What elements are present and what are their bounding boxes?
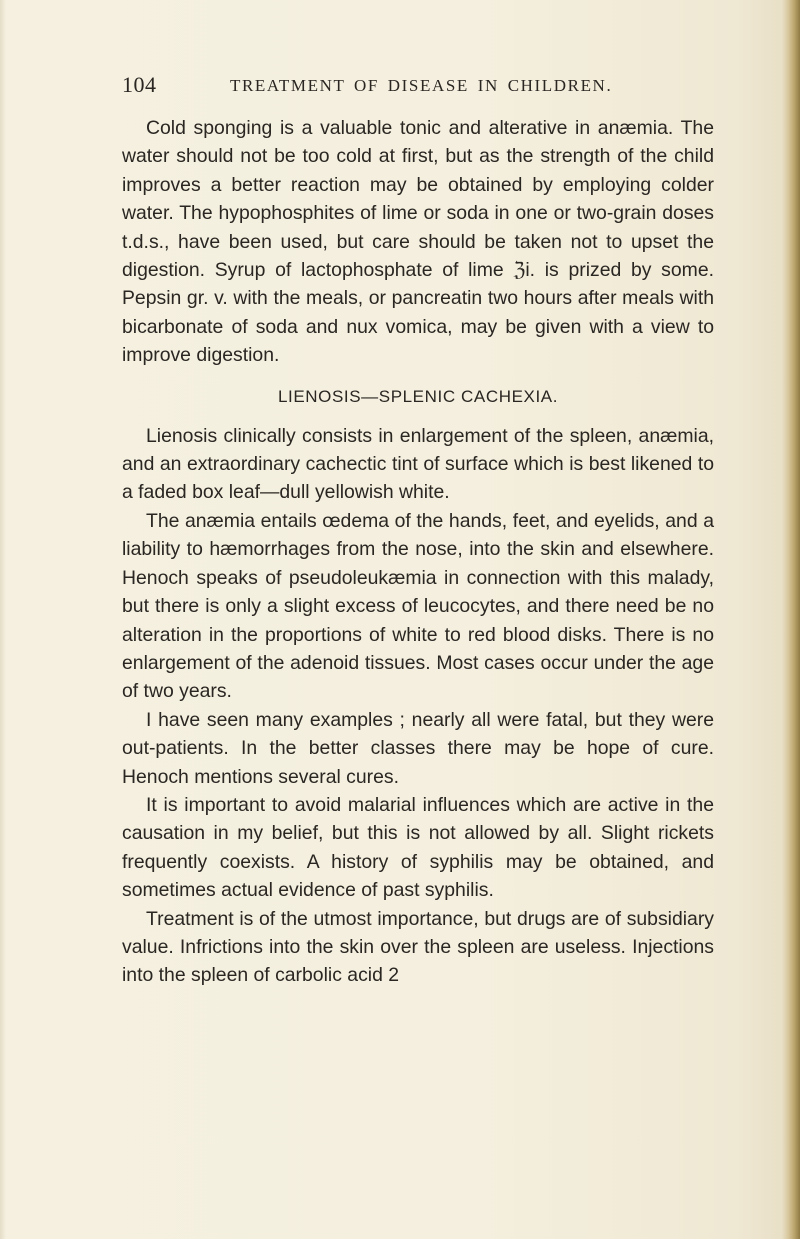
page-left-edge — [0, 0, 6, 1239]
page-number: 104 — [122, 72, 157, 97]
page-binding-edge — [782, 0, 800, 1239]
paragraph-anaemia-treatment: Cold sponging is a valuable tonic and alterative in anæmia. The water should not be too cold at first, but as the strength of the child improves a better reaction may be obtained by employing colder water. The hypophosphites of lime or soda in one or two-grain doses t.d.s., have been used, but care should be taken not to upset the digestion. Syrup of lactophosphate of lime ℨi. is prized by some. Pepsin gr. v. with the meals, or pancreatin two hours after meals with bicarbonate of soda and nux vomica, may be given with a view to improve digestion. — [122, 117, 714, 367]
paragraph-treatment: Treatment is of the utmost importance, but drugs are of subsidiary value. Infrictions into the skin over the spleen are useless. Injections into the spleen of carbolic acid 2 — [122, 907, 714, 987]
paragraph-examples: I have seen many examples ; nearly all were fatal, but they were out-patients. In the better classes there may be hope of cure. Henoch mentions several cures. — [122, 708, 714, 788]
paragraph-lienosis-definition: Lienosis clinically consists in enlargement of the spleen, anæmia, and an extraordinary cachectic tint of surface which is best likened to a faded box leaf—dull yellowish white. — [122, 424, 714, 504]
page-header — [122, 70, 682, 104]
body-text — [122, 114, 714, 990]
section-heading: LIENOSIS—SPLENIC CACHEXIA. — [277, 386, 559, 406]
paragraph-causation: It is important to avoid malarial influences which are active in the causation in my belief, but this is not allowed by all. Slight rickets frequently coexists. A history of syphilis may be obtained, and sometimes actual evidence of past syphilis. — [122, 793, 714, 902]
paragraph-anaemia-symptoms: The anæmia entails œdema of the hands, feet, and eyelids, and a liability to hæmorrhages from the nose, into the skin and elsewhere. Henoch speaks of pseudoleukæmia in connection with this malady, but there is only a slight excess of leucocytes, and there need be no alteration in the proportions of white to red blood disks. There is no enlargement of the adenoid tissues. Most cases occur under the age of two years. — [122, 509, 714, 703]
running-head: TREATMENT OF DISEASE IN CHILDREN. — [230, 76, 613, 95]
